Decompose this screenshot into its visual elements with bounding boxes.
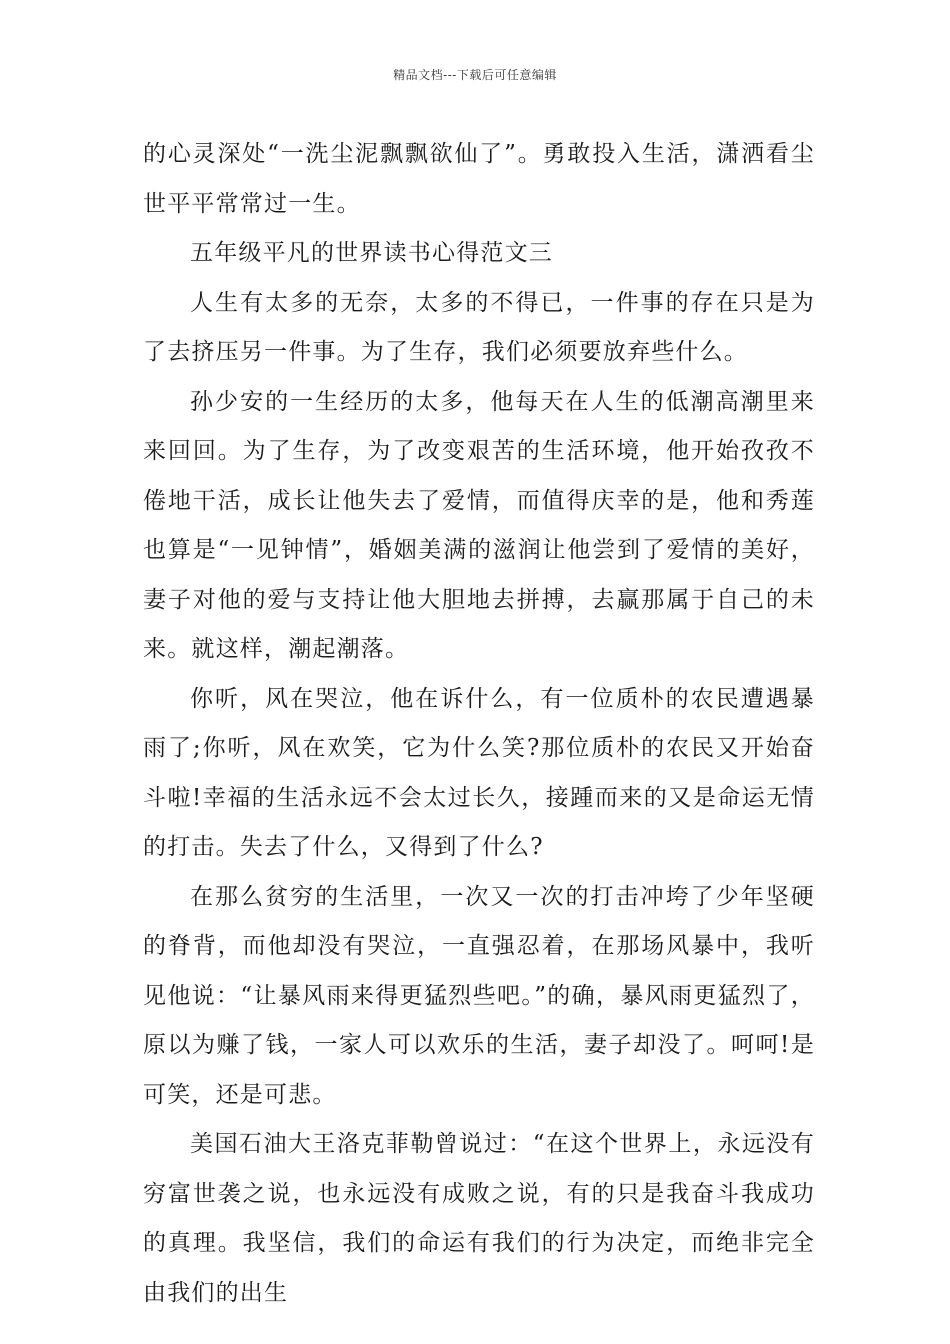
paragraph: 在那么贫穷的生活里，一次又一次的打击冲垮了少年坚硬的脊背，而他却没有哭泣，一直强忍着，在那场风暴中，我听见他说：“让暴风雨来得更猛烈些吧。”的确，暴风雨更猛烈了，原以为赚了钱，一家人可以欢乐的生活，妻子却没了。呵呵!是可笑，还是可悲。 bbox=[143, 883, 815, 1108]
paragraph-continuation: 的心灵深处“一洗尘泥飘飘欲仙了”。勇敢投入生活，潇洒看尘世平平常常过一生。 bbox=[143, 141, 815, 217]
paragraph: 美国石油大王洛克菲勒曾说过：“在这个世界上，永远没有穷富世袭之说，也永远没有成败之说，有的只是我奋斗我成功的真理。我坚信，我们的命运有我们的行为决定，而绝非完全由我们的出生 bbox=[143, 1131, 815, 1306]
document-body bbox=[143, 130, 815, 1318]
paragraph: 孙少安的一生经历的太多，他每天在人生的低潮高潮里来来回回。为了生存，为了改变艰苦的生活环境，他开始孜孜不倦地干活，成长让他失去了爱情，而值得庆幸的是，他和秀莲也算是“一见钟情”，婚姻美满的滋润让他尝到了爱情的美好，妻子对他的爱与支持让他大胆地去拼搏，去赢那属于自己的未来。就这样，潮起潮落。 bbox=[143, 388, 815, 662]
paragraph: 人生有太多的无奈，太多的不得已，一件事的存在只是为了去挤压另一件事。为了生存，我们必须要放弃些什么。 bbox=[143, 289, 815, 365]
section-heading: 五年级平凡的世界读书心得范文三 bbox=[190, 240, 553, 266]
page-header: 精品文档---下载后可任意编辑 bbox=[393, 68, 557, 82]
paragraph: 你听，风在哭泣，他在诉什么，有一位质朴的农民遭遇暴雨了;你听，风在欢笑，它为什么笑?那位质朴的农民又开始奋斗啦!幸福的生活永远不会太过长久，接踵而来的又是命运无情的打击。失去了什么，又得到了什么? bbox=[143, 685, 815, 860]
